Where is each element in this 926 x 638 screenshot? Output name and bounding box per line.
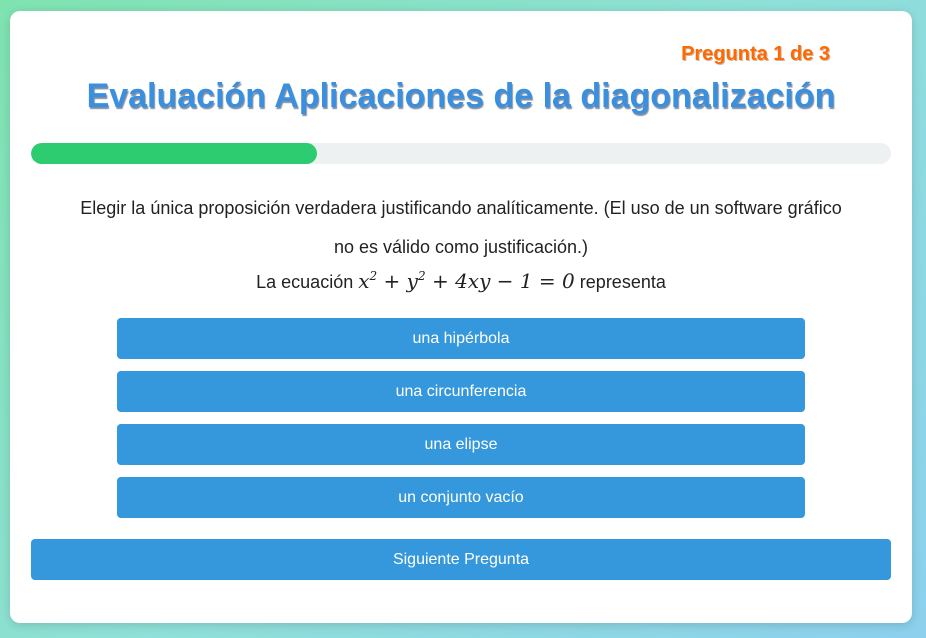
answer-options	[117, 318, 805, 530]
next-question-button[interactable]: Siguiente Pregunta	[31, 539, 891, 580]
progress-bar-fill	[31, 143, 317, 164]
equation-rest: − 1 = 0	[496, 269, 575, 293]
option-button-circumference[interactable]: una circunferencia	[117, 371, 805, 412]
progress-bar	[31, 143, 891, 164]
equation-suffix: representa	[579, 272, 666, 292]
equation-exp-y: 2	[417, 269, 426, 283]
equation-var-xy: xy	[467, 269, 491, 293]
option-button-hyperbola[interactable]: una hipérbola	[117, 318, 805, 359]
equation-var-x: x	[358, 269, 370, 293]
question-counter: Pregunta 1 de 3	[681, 43, 830, 65]
question-equation-line	[10, 266, 912, 297]
question-instruction: Elegir la única proposición verdadera justificando analíticamente. (El uso de un software gráfico no es válido como justificación.)	[80, 198, 842, 257]
equation-var-y: y	[406, 269, 418, 293]
equation-plus-4: + 4	[431, 269, 468, 293]
page-title: Evaluación Aplicaciones de la diagonalización	[86, 77, 836, 115]
option-button-empty-set[interactable]: un conjunto vacío	[117, 477, 805, 518]
quiz-card	[10, 11, 912, 623]
equation-exp-x: 2	[369, 269, 378, 283]
equation-plus: +	[383, 269, 401, 293]
option-button-ellipse[interactable]: una elipse	[117, 424, 805, 465]
equation	[358, 269, 575, 293]
equation-prefix: La ecuación	[256, 272, 354, 292]
